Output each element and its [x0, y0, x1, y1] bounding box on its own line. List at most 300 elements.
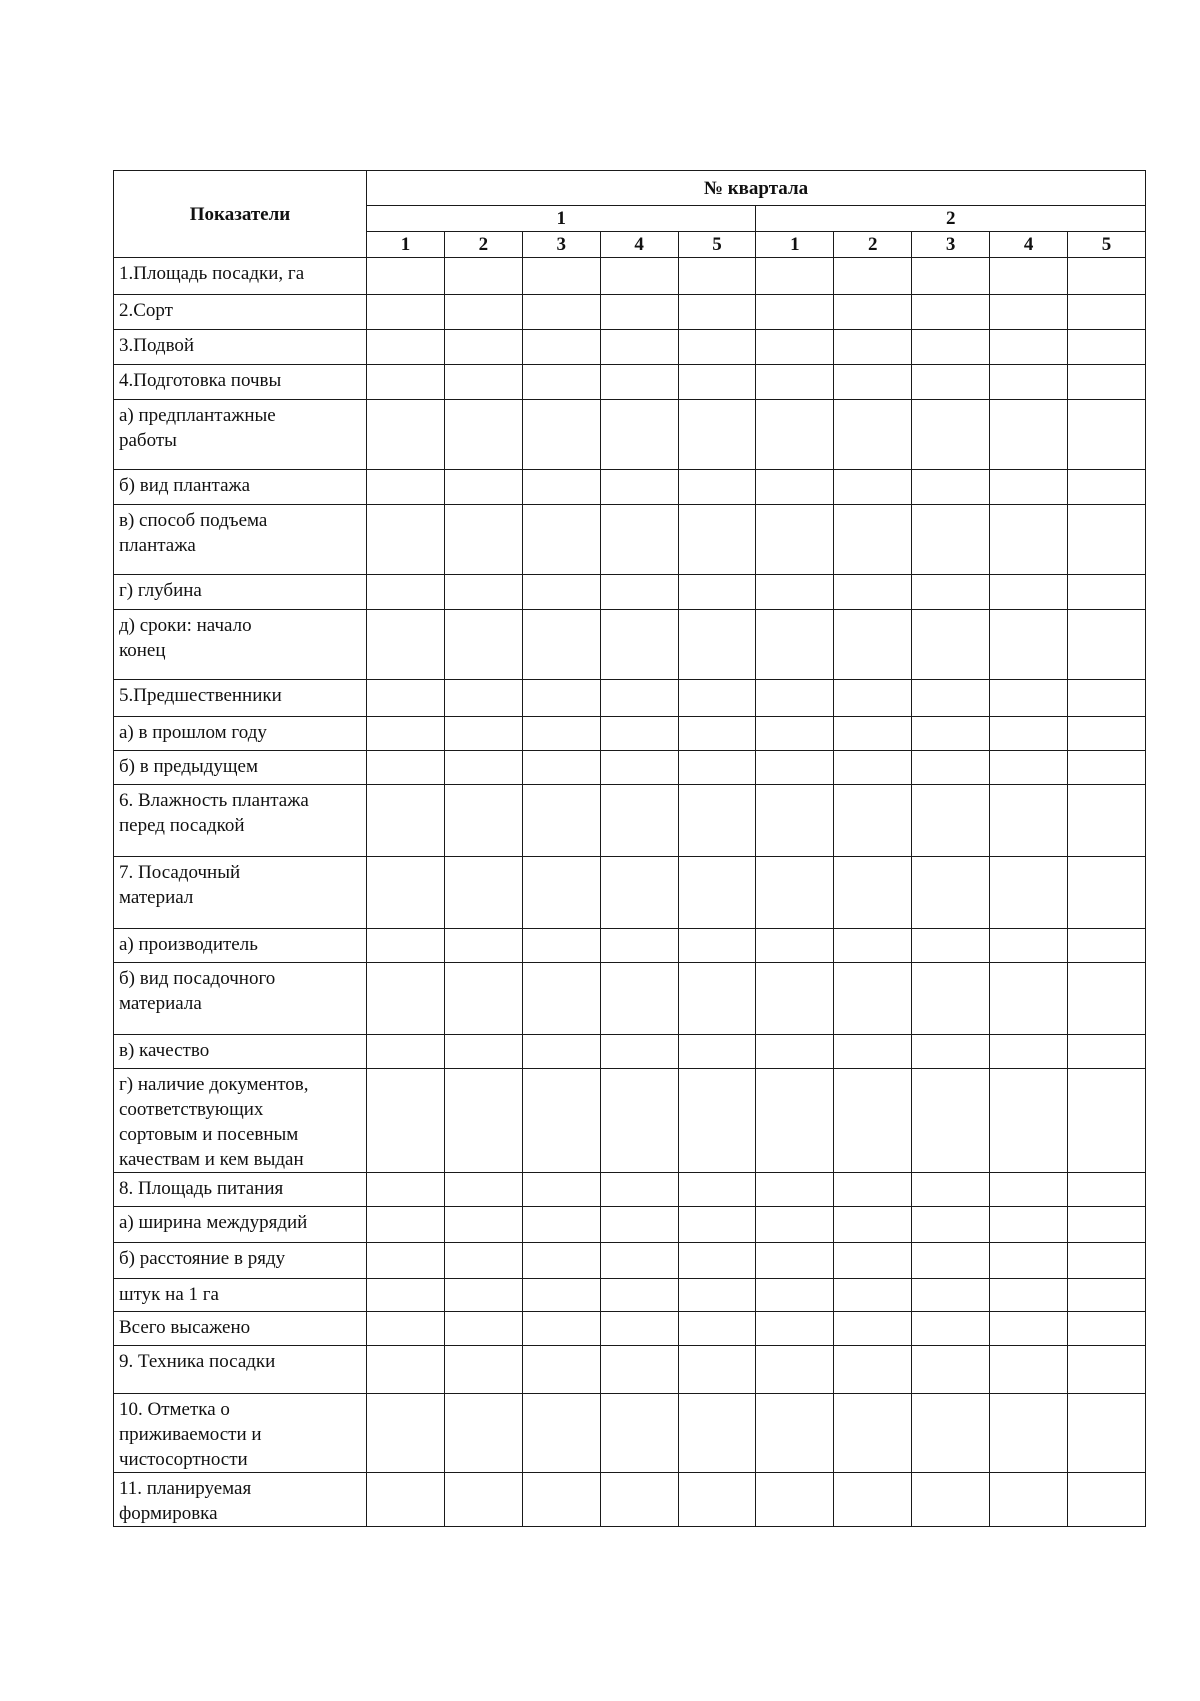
- table-cell[interactable]: [990, 365, 1068, 400]
- table-cell[interactable]: [600, 330, 678, 365]
- table-cell[interactable]: [912, 1173, 990, 1207]
- table-cell[interactable]: [600, 470, 678, 505]
- table-cell[interactable]: [522, 1173, 600, 1207]
- table-cell[interactable]: [1068, 680, 1146, 717]
- table-cell[interactable]: [522, 717, 600, 751]
- table-cell[interactable]: [367, 751, 445, 785]
- table-cell[interactable]: [912, 929, 990, 963]
- table-cell[interactable]: [367, 680, 445, 717]
- table-cell[interactable]: [522, 1069, 600, 1173]
- table-row: [114, 680, 1146, 717]
- table-cell[interactable]: [756, 1394, 834, 1473]
- table-cell[interactable]: [600, 400, 678, 470]
- table-cell[interactable]: [756, 330, 834, 365]
- table-cell[interactable]: [444, 1035, 522, 1069]
- table-cell[interactable]: [522, 1279, 600, 1312]
- table-cell[interactable]: [600, 1346, 678, 1394]
- table-cell[interactable]: [600, 575, 678, 610]
- table-cell[interactable]: [990, 717, 1068, 751]
- row-label: 3.Подвой: [114, 330, 367, 365]
- table-cell[interactable]: [912, 1312, 990, 1346]
- table-cell[interactable]: [522, 1207, 600, 1243]
- table-cell[interactable]: [600, 1035, 678, 1069]
- table-cell[interactable]: [756, 258, 834, 295]
- table-row: [114, 1346, 1146, 1394]
- table-cell[interactable]: [990, 505, 1068, 575]
- table-cell[interactable]: [600, 1394, 678, 1473]
- q2-subcolumn-header: 3: [912, 232, 990, 258]
- q1-subcolumn-header: 4: [600, 232, 678, 258]
- table-cell[interactable]: [367, 610, 445, 680]
- table-cell[interactable]: [1068, 505, 1146, 575]
- table-cell[interactable]: [834, 610, 912, 680]
- planting-record-table: [113, 170, 1146, 1527]
- table-cell[interactable]: [756, 295, 834, 330]
- table-cell[interactable]: [834, 680, 912, 717]
- row-label: б) расстояние в ряду: [114, 1243, 367, 1279]
- table-cell[interactable]: [678, 1312, 756, 1346]
- table-cell[interactable]: [600, 1312, 678, 1346]
- table-row: [114, 365, 1146, 400]
- table-cell[interactable]: [834, 963, 912, 1035]
- table-cell[interactable]: [912, 785, 990, 857]
- table-cell[interactable]: [756, 470, 834, 505]
- table-row: [114, 575, 1146, 610]
- table-cell[interactable]: [990, 680, 1068, 717]
- row-label: г) наличие документов, соответствующих сортовым и посевным качествам и кем выдан: [114, 1069, 367, 1173]
- table-cell[interactable]: [990, 330, 1068, 365]
- table-cell[interactable]: [444, 330, 522, 365]
- table-cell[interactable]: [678, 1243, 756, 1279]
- table-cell[interactable]: [756, 1279, 834, 1312]
- row-label: г) глубина: [114, 575, 367, 610]
- table-cell[interactable]: [600, 717, 678, 751]
- table-cell[interactable]: [678, 610, 756, 680]
- table-cell[interactable]: [367, 1312, 445, 1346]
- table-cell[interactable]: [522, 1346, 600, 1394]
- table-cell[interactable]: [990, 1394, 1068, 1473]
- table-cell[interactable]: [367, 1207, 445, 1243]
- table-cell[interactable]: [367, 505, 445, 575]
- table-cell[interactable]: [600, 258, 678, 295]
- table-cell[interactable]: [756, 1207, 834, 1243]
- table-cell[interactable]: [678, 751, 756, 785]
- table-cell[interactable]: [756, 751, 834, 785]
- table-cell[interactable]: [912, 575, 990, 610]
- table-cell[interactable]: [600, 1243, 678, 1279]
- table-cell[interactable]: [678, 1473, 756, 1527]
- table-cell[interactable]: [444, 505, 522, 575]
- table-cell[interactable]: [600, 963, 678, 1035]
- table-cell[interactable]: [522, 857, 600, 929]
- table-cell[interactable]: [912, 295, 990, 330]
- table-cell[interactable]: [1068, 1473, 1146, 1527]
- table-cell[interactable]: [912, 963, 990, 1035]
- table-cell[interactable]: [1068, 1279, 1146, 1312]
- table-cell[interactable]: [367, 1243, 445, 1279]
- table-cell[interactable]: [600, 785, 678, 857]
- table-cell[interactable]: [367, 295, 445, 330]
- table-cell[interactable]: [834, 1312, 912, 1346]
- table-cell[interactable]: [834, 1346, 912, 1394]
- table-cell[interactable]: [678, 470, 756, 505]
- table-cell[interactable]: [367, 1394, 445, 1473]
- table-cell[interactable]: [834, 295, 912, 330]
- table-cell[interactable]: [678, 295, 756, 330]
- table-cell[interactable]: [756, 610, 834, 680]
- table-row: [114, 929, 1146, 963]
- table-cell[interactable]: [990, 258, 1068, 295]
- table-cell[interactable]: [367, 1473, 445, 1527]
- table-cell[interactable]: [1068, 610, 1146, 680]
- table-cell[interactable]: [678, 929, 756, 963]
- table-cell[interactable]: [522, 365, 600, 400]
- table-cell[interactable]: [756, 1069, 834, 1173]
- row-label: а) ширина междурядий: [114, 1207, 367, 1243]
- table-cell[interactable]: [367, 1346, 445, 1394]
- table-cell[interactable]: [678, 963, 756, 1035]
- table-cell[interactable]: [444, 575, 522, 610]
- table-cell[interactable]: [912, 610, 990, 680]
- table-cell[interactable]: [444, 785, 522, 857]
- table-cell[interactable]: [834, 1473, 912, 1527]
- table-cell[interactable]: [990, 963, 1068, 1035]
- table-cell[interactable]: [990, 295, 1068, 330]
- table-cell[interactable]: [756, 575, 834, 610]
- table-cell[interactable]: [522, 258, 600, 295]
- table-cell[interactable]: [444, 1207, 522, 1243]
- table-cell[interactable]: [600, 365, 678, 400]
- table-cell[interactable]: [367, 929, 445, 963]
- row-label: 5.Предшественники: [114, 680, 367, 717]
- table-cell[interactable]: [990, 470, 1068, 505]
- table-cell[interactable]: [678, 1069, 756, 1173]
- table-cell[interactable]: [912, 330, 990, 365]
- table-cell[interactable]: [990, 610, 1068, 680]
- row-label: Всего высажено: [114, 1312, 367, 1346]
- table-cell[interactable]: [834, 717, 912, 751]
- table-cell[interactable]: [678, 1279, 756, 1312]
- table-cell[interactable]: [990, 1035, 1068, 1069]
- table-cell[interactable]: [912, 751, 990, 785]
- table-row: [114, 1279, 1146, 1312]
- table-cell[interactable]: [834, 929, 912, 963]
- table-cell[interactable]: [756, 400, 834, 470]
- table-cell[interactable]: [912, 1473, 990, 1527]
- table-cell[interactable]: [522, 575, 600, 610]
- table-cell[interactable]: [990, 1243, 1068, 1279]
- row-label: 1.Площадь посадки, га: [114, 258, 367, 295]
- table-cell[interactable]: [990, 785, 1068, 857]
- table-cell[interactable]: [834, 330, 912, 365]
- table-cell[interactable]: [990, 1312, 1068, 1346]
- table-cell[interactable]: [678, 1207, 756, 1243]
- table-cell[interactable]: [990, 1207, 1068, 1243]
- table-cell[interactable]: [1068, 330, 1146, 365]
- table-row: [114, 751, 1146, 785]
- row-label: д) сроки: начало конец: [114, 610, 367, 680]
- table-cell[interactable]: [600, 857, 678, 929]
- table-cell[interactable]: [834, 751, 912, 785]
- table-cell[interactable]: [756, 717, 834, 751]
- header-row-group: [114, 171, 1146, 206]
- table-cell[interactable]: [912, 680, 990, 717]
- table-cell[interactable]: [444, 1394, 522, 1473]
- table-cell[interactable]: [444, 1173, 522, 1207]
- table-cell[interactable]: [990, 1346, 1068, 1394]
- table-cell[interactable]: [1068, 1394, 1146, 1473]
- table-cell[interactable]: [367, 717, 445, 751]
- table-cell[interactable]: [834, 505, 912, 575]
- table-cell[interactable]: [834, 1243, 912, 1279]
- table-cell[interactable]: [522, 295, 600, 330]
- table-cell[interactable]: [522, 785, 600, 857]
- table-cell[interactable]: [600, 1473, 678, 1527]
- q1-subcolumn-header: 2: [444, 232, 522, 258]
- table-cell[interactable]: [756, 1346, 834, 1394]
- table-cell[interactable]: [678, 1173, 756, 1207]
- table-cell[interactable]: [678, 575, 756, 610]
- table-cell[interactable]: [367, 1069, 445, 1173]
- row-label: 4.Подготовка почвы: [114, 365, 367, 400]
- table-cell[interactable]: [912, 365, 990, 400]
- table-cell[interactable]: [367, 330, 445, 365]
- table-cell[interactable]: [834, 785, 912, 857]
- table-cell[interactable]: [522, 470, 600, 505]
- table-cell[interactable]: [600, 680, 678, 717]
- table-cell[interactable]: [1068, 575, 1146, 610]
- table-cell[interactable]: [600, 1279, 678, 1312]
- table-cell[interactable]: [756, 857, 834, 929]
- table-cell[interactable]: [1068, 1173, 1146, 1207]
- table-cell[interactable]: [444, 1473, 522, 1527]
- table-cell[interactable]: [367, 258, 445, 295]
- table-cell[interactable]: [912, 1346, 990, 1394]
- table-cell[interactable]: [444, 1069, 522, 1173]
- table-cell[interactable]: [522, 751, 600, 785]
- table-cell[interactable]: [678, 857, 756, 929]
- table-cell[interactable]: [1068, 1243, 1146, 1279]
- table-cell[interactable]: [522, 330, 600, 365]
- table-cell[interactable]: [834, 1035, 912, 1069]
- table-cell[interactable]: [367, 470, 445, 505]
- table-cell[interactable]: [678, 1035, 756, 1069]
- table-cell[interactable]: [1068, 470, 1146, 505]
- table-cell[interactable]: [912, 1035, 990, 1069]
- table-cell[interactable]: [756, 365, 834, 400]
- table-cell[interactable]: [1068, 717, 1146, 751]
- table-cell[interactable]: [444, 751, 522, 785]
- table-cell[interactable]: [522, 1473, 600, 1527]
- table-cell[interactable]: [678, 1394, 756, 1473]
- table-cell[interactable]: [444, 258, 522, 295]
- table-cell[interactable]: [990, 751, 1068, 785]
- table-cell[interactable]: [367, 575, 445, 610]
- table-cell[interactable]: [1068, 785, 1146, 857]
- table-cell[interactable]: [912, 1243, 990, 1279]
- table-cell[interactable]: [756, 505, 834, 575]
- table-cell[interactable]: [444, 470, 522, 505]
- table-cell[interactable]: [1068, 1207, 1146, 1243]
- table-cell[interactable]: [990, 400, 1068, 470]
- table-cell[interactable]: [367, 400, 445, 470]
- table-cell[interactable]: [912, 1207, 990, 1243]
- table-row: [114, 1069, 1146, 1173]
- table-cell[interactable]: [1068, 1312, 1146, 1346]
- table-cell[interactable]: [1068, 295, 1146, 330]
- table-cell[interactable]: [834, 1173, 912, 1207]
- row-label: 6. Влажность плантажа перед посадкой: [114, 785, 367, 857]
- table-cell[interactable]: [990, 1473, 1068, 1527]
- table-cell[interactable]: [600, 610, 678, 680]
- table-cell[interactable]: [678, 365, 756, 400]
- table-cell[interactable]: [444, 717, 522, 751]
- q1-subcolumn-header: 3: [522, 232, 600, 258]
- table-cell[interactable]: [1068, 1035, 1146, 1069]
- table-cell[interactable]: [912, 400, 990, 470]
- table-cell[interactable]: [912, 717, 990, 751]
- table-cell[interactable]: [912, 258, 990, 295]
- table-cell[interactable]: [756, 1173, 834, 1207]
- table-cell[interactable]: [678, 330, 756, 365]
- table-cell[interactable]: [756, 929, 834, 963]
- table-row: [114, 1473, 1146, 1527]
- table-cell[interactable]: [444, 929, 522, 963]
- table-cell[interactable]: [990, 857, 1068, 929]
- table-cell[interactable]: [834, 258, 912, 295]
- table-cell[interactable]: [522, 680, 600, 717]
- table-cell[interactable]: [522, 929, 600, 963]
- row-label: б) вид плантажа: [114, 470, 367, 505]
- table-cell[interactable]: [367, 1035, 445, 1069]
- table-cell[interactable]: [834, 400, 912, 470]
- table-cell[interactable]: [834, 857, 912, 929]
- table-cell[interactable]: [522, 610, 600, 680]
- table-cell[interactable]: [522, 1035, 600, 1069]
- table-cell[interactable]: [912, 470, 990, 505]
- table-cell[interactable]: [1068, 400, 1146, 470]
- table-cell[interactable]: [367, 963, 445, 1035]
- table-row: [114, 1394, 1146, 1473]
- table-cell[interactable]: [444, 365, 522, 400]
- table-cell[interactable]: [444, 295, 522, 330]
- table-cell[interactable]: [367, 1173, 445, 1207]
- table-cell[interactable]: [600, 295, 678, 330]
- table-row: [114, 1243, 1146, 1279]
- table-cell[interactable]: [678, 1346, 756, 1394]
- table-cell[interactable]: [990, 1279, 1068, 1312]
- table-cell[interactable]: [834, 1279, 912, 1312]
- table-cell[interactable]: [678, 680, 756, 717]
- table-row: [114, 258, 1146, 295]
- row-label: а) предплантажные работы: [114, 400, 367, 470]
- table-cell[interactable]: [444, 1243, 522, 1279]
- table-cell[interactable]: [756, 1473, 834, 1527]
- table-cell[interactable]: [444, 857, 522, 929]
- table-cell[interactable]: [1068, 258, 1146, 295]
- table-cell[interactable]: [600, 1207, 678, 1243]
- table-cell[interactable]: [1068, 929, 1146, 963]
- table-cell[interactable]: [1068, 1346, 1146, 1394]
- table-cell[interactable]: [444, 680, 522, 717]
- q2-subcolumn-header: 2: [834, 232, 912, 258]
- table-cell[interactable]: [990, 575, 1068, 610]
- table-cell[interactable]: [678, 785, 756, 857]
- table-cell[interactable]: [444, 400, 522, 470]
- table-cell[interactable]: [912, 1069, 990, 1173]
- table-cell[interactable]: [678, 505, 756, 575]
- table-cell[interactable]: [1068, 963, 1146, 1035]
- quarter-1-header: 1: [367, 206, 756, 232]
- table-cell[interactable]: [600, 751, 678, 785]
- table-row: [114, 610, 1146, 680]
- table-cell[interactable]: [444, 1312, 522, 1346]
- table-cell[interactable]: [522, 1312, 600, 1346]
- table-row: [114, 400, 1146, 470]
- table-row: [114, 1173, 1146, 1207]
- table-cell[interactable]: [1068, 1069, 1146, 1173]
- table-cell[interactable]: [444, 610, 522, 680]
- table-cell[interactable]: [756, 1035, 834, 1069]
- table-cell[interactable]: [522, 1243, 600, 1279]
- table-cell[interactable]: [678, 717, 756, 751]
- table-cell[interactable]: [444, 1346, 522, 1394]
- table-row: [114, 295, 1146, 330]
- table-cell[interactable]: [756, 963, 834, 1035]
- table-cell[interactable]: [834, 470, 912, 505]
- table-row: [114, 1312, 1146, 1346]
- table-cell[interactable]: [600, 929, 678, 963]
- table-cell[interactable]: [990, 1069, 1068, 1173]
- table-cell[interactable]: [912, 1279, 990, 1312]
- table-cell[interactable]: [600, 1069, 678, 1173]
- table-cell[interactable]: [834, 1207, 912, 1243]
- q1-subcolumn-header: 5: [678, 232, 756, 258]
- table-cell[interactable]: [912, 1394, 990, 1473]
- table-cell[interactable]: [756, 785, 834, 857]
- q1-subcolumn-header: 1: [367, 232, 445, 258]
- table-cell[interactable]: [522, 400, 600, 470]
- table-cell[interactable]: [756, 1243, 834, 1279]
- table-cell[interactable]: [990, 929, 1068, 963]
- table-cell[interactable]: [1068, 365, 1146, 400]
- table-cell[interactable]: [600, 1173, 678, 1207]
- table-cell[interactable]: [678, 400, 756, 470]
- table-cell[interactable]: [522, 963, 600, 1035]
- table-cell[interactable]: [522, 1394, 600, 1473]
- table-cell[interactable]: [444, 963, 522, 1035]
- table-cell[interactable]: [834, 1394, 912, 1473]
- table-cell[interactable]: [367, 785, 445, 857]
- table-cell[interactable]: [990, 1173, 1068, 1207]
- table-cell[interactable]: [756, 1312, 834, 1346]
- table-cell[interactable]: [1068, 857, 1146, 929]
- table-cell[interactable]: [600, 505, 678, 575]
- table-cell[interactable]: [834, 1069, 912, 1173]
- table-cell[interactable]: [912, 505, 990, 575]
- table-cell[interactable]: [1068, 751, 1146, 785]
- table-cell[interactable]: [912, 857, 990, 929]
- table-cell[interactable]: [367, 1279, 445, 1312]
- table-cell[interactable]: [756, 680, 834, 717]
- table-cell[interactable]: [522, 505, 600, 575]
- table-cell[interactable]: [367, 857, 445, 929]
- table-cell[interactable]: [367, 365, 445, 400]
- table-cell[interactable]: [834, 365, 912, 400]
- table-cell[interactable]: [444, 1279, 522, 1312]
- table-cell[interactable]: [834, 575, 912, 610]
- table-cell[interactable]: [678, 258, 756, 295]
